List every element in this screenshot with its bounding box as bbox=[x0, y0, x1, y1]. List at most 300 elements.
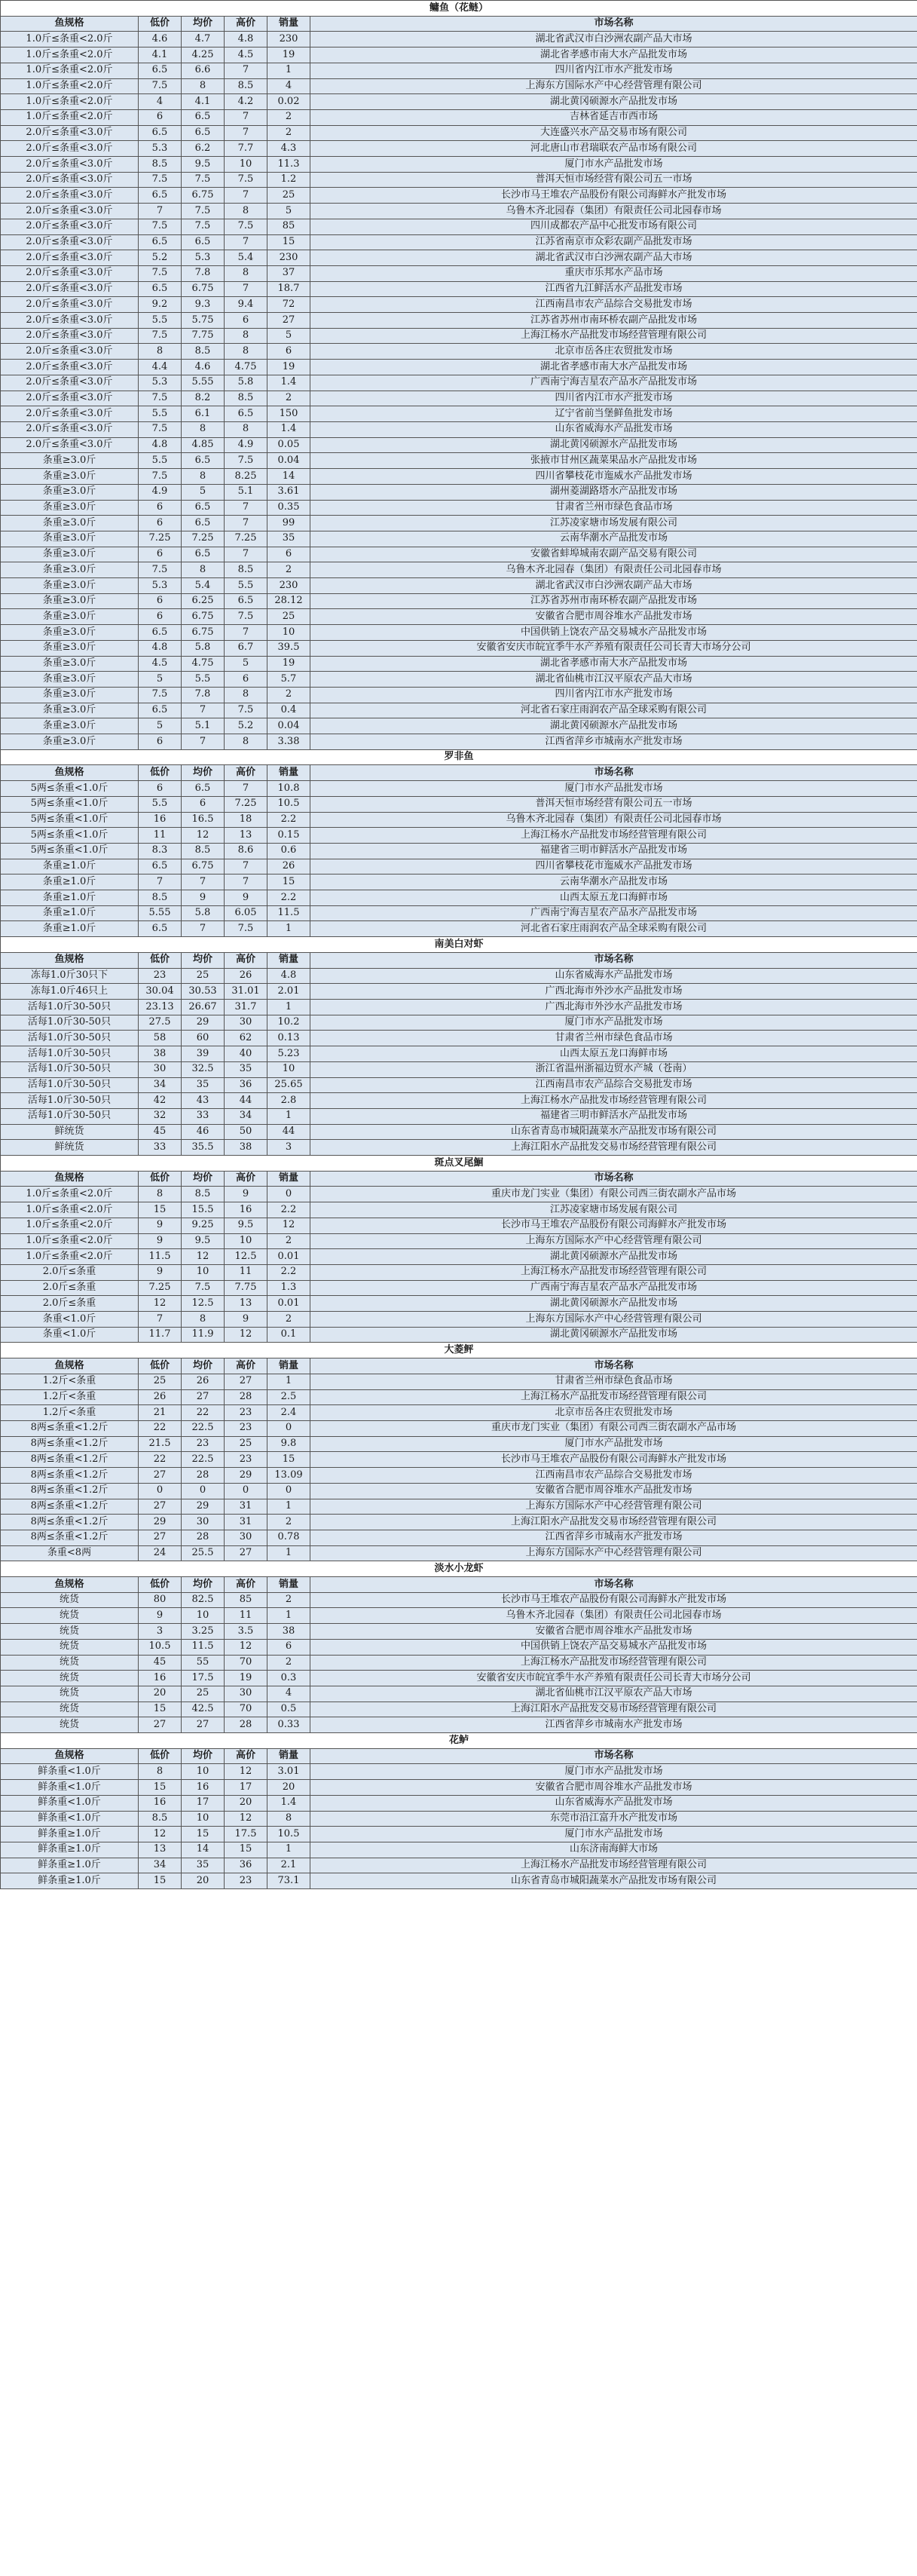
cell-spec: 1.0斤≤条重<2.0斤 bbox=[1, 47, 139, 63]
cell-volume: 26 bbox=[267, 859, 310, 874]
column-header-volume: 销量 bbox=[267, 1171, 310, 1187]
table-row bbox=[1, 1202, 917, 1218]
cell-low: 12 bbox=[139, 1296, 182, 1312]
cell-volume: 5 bbox=[267, 204, 310, 219]
cell-low: 5.5 bbox=[139, 406, 182, 422]
cell-market: 厦门市水产品批发市场 bbox=[310, 781, 917, 797]
cell-spec: 5两≤条重<1.0斤 bbox=[1, 828, 139, 844]
cell-market: 湖北黄冈硕源水产品批发市场 bbox=[310, 437, 917, 453]
cell-low: 4.8 bbox=[139, 640, 182, 656]
cell-spec: 2.0斤≤条重<3.0斤 bbox=[1, 234, 139, 250]
cell-low: 4.9 bbox=[139, 484, 182, 500]
cell-low: 5.5 bbox=[139, 796, 182, 812]
cell-avg: 43 bbox=[182, 1093, 225, 1109]
cell-avg: 6.5 bbox=[182, 500, 225, 516]
cell-market: 山东省威海水产品批发市场 bbox=[310, 968, 917, 984]
table-row bbox=[1, 531, 917, 547]
table-row bbox=[1, 125, 917, 141]
cell-low: 5.3 bbox=[139, 578, 182, 594]
column-header-spec: 鱼规格 bbox=[1, 16, 139, 32]
cell-high: 28 bbox=[225, 1717, 267, 1733]
cell-high: 13 bbox=[225, 828, 267, 844]
cell-avg: 35.5 bbox=[182, 1140, 225, 1156]
cell-low: 8 bbox=[139, 1764, 182, 1780]
cell-volume: 1 bbox=[267, 1374, 310, 1389]
cell-high: 7.5 bbox=[225, 921, 267, 937]
cell-high: 7 bbox=[225, 516, 267, 531]
cell-low: 15 bbox=[139, 1202, 182, 1218]
cell-volume: 12 bbox=[267, 1218, 310, 1233]
cell-avg: 9 bbox=[182, 890, 225, 906]
cell-market: 长沙市马王堆农产品股份有限公司海鲜水产批发市场 bbox=[310, 1452, 917, 1468]
table-row bbox=[1, 1312, 917, 1328]
table-row bbox=[1, 1031, 917, 1046]
table-row bbox=[1, 204, 917, 219]
cell-high: 44 bbox=[225, 1093, 267, 1109]
cell-volume: 18.7 bbox=[267, 281, 310, 297]
cell-spec: 条重≥1.0斤 bbox=[1, 905, 139, 921]
cell-spec: 条重≥3.0斤 bbox=[1, 578, 139, 594]
cell-market: 普洱天恒市场经营有限公司五一市场 bbox=[310, 796, 917, 812]
table-row bbox=[1, 812, 917, 828]
cell-high: 23 bbox=[225, 1405, 267, 1421]
cell-volume: 2.8 bbox=[267, 1093, 310, 1109]
cell-market: 河北省石家庄雨润农产品全球采购有限公司 bbox=[310, 703, 917, 718]
table-row bbox=[1, 1608, 917, 1624]
cell-avg: 5.3 bbox=[182, 250, 225, 266]
cell-avg: 4.7 bbox=[182, 32, 225, 47]
cell-avg: 10 bbox=[182, 1811, 225, 1827]
cell-market: 吉林省延吉市西市场 bbox=[310, 109, 917, 125]
cell-high: 5.8 bbox=[225, 375, 267, 391]
cell-low: 20 bbox=[139, 1686, 182, 1702]
cell-spec: 2.0斤≤条重<3.0斤 bbox=[1, 360, 139, 375]
cell-market: 江苏凌家塘市场发展有限公司 bbox=[310, 516, 917, 531]
cell-avg: 12 bbox=[182, 828, 225, 844]
cell-volume: 6 bbox=[267, 1639, 310, 1655]
cell-avg: 3.25 bbox=[182, 1624, 225, 1640]
cell-market: 长沙市马王堆农产品股份有限公司海鲜水产批发市场 bbox=[310, 1218, 917, 1233]
cell-volume: 4 bbox=[267, 1686, 310, 1702]
cell-avg: 16 bbox=[182, 1780, 225, 1796]
cell-volume: 72 bbox=[267, 297, 310, 313]
cell-spec: 1.0斤≤条重<2.0斤 bbox=[1, 63, 139, 78]
cell-spec: 8两≤条重<1.2斤 bbox=[1, 1468, 139, 1484]
column-header-avg: 均价 bbox=[182, 765, 225, 781]
cell-volume: 28.12 bbox=[267, 593, 310, 609]
cell-volume: 20 bbox=[267, 1780, 310, 1796]
cell-avg: 7.75 bbox=[182, 328, 225, 344]
cell-spec: 2.0斤≤条重<3.0斤 bbox=[1, 157, 139, 173]
cell-high: 7.5 bbox=[225, 219, 267, 234]
cell-low: 6 bbox=[139, 516, 182, 531]
cell-high: 20 bbox=[225, 1795, 267, 1811]
cell-volume: 11.3 bbox=[267, 157, 310, 173]
table-row bbox=[1, 109, 917, 125]
table-row bbox=[1, 1468, 917, 1484]
cell-high: 5.4 bbox=[225, 250, 267, 266]
cell-market: 上海江阳水产品批发交易市场经营管理有限公司 bbox=[310, 1515, 917, 1530]
table-row bbox=[1, 1000, 917, 1015]
table-row bbox=[1, 1811, 917, 1827]
table-row bbox=[1, 734, 917, 750]
cell-market: 安徽省合肥市周谷堆水产品批发市场 bbox=[310, 1624, 917, 1640]
table-row bbox=[1, 1046, 917, 1062]
cell-low: 8.3 bbox=[139, 843, 182, 859]
cell-market: 山东省青岛市城阳蔬菜水产品批发市场有限公司 bbox=[310, 1124, 917, 1140]
cell-volume: 0.78 bbox=[267, 1530, 310, 1545]
cell-high: 31 bbox=[225, 1499, 267, 1515]
cell-avg: 39 bbox=[182, 1046, 225, 1062]
cell-spec: 1.0斤≤条重<2.0斤 bbox=[1, 94, 139, 110]
cell-market: 河北唐山市君瑞联农产品市场有限公司 bbox=[310, 141, 917, 157]
cell-market: 厦门市水产品批发市场 bbox=[310, 1827, 917, 1842]
cell-low: 6 bbox=[139, 734, 182, 750]
column-header-volume: 销量 bbox=[267, 765, 310, 781]
cell-avg: 7 bbox=[182, 921, 225, 937]
cell-volume: 2.2 bbox=[267, 1264, 310, 1280]
cell-avg: 4.25 bbox=[182, 47, 225, 63]
cell-market: 河北省石家庄雨润农产品全球采购有限公司 bbox=[310, 921, 917, 937]
table-row bbox=[1, 1873, 917, 1889]
table-row bbox=[1, 437, 917, 453]
cell-market: 乌鲁木齐北园春（集团）有限责任公司北园春市场 bbox=[310, 812, 917, 828]
column-header-market: 市场名称 bbox=[310, 765, 917, 781]
cell-volume: 1 bbox=[267, 1608, 310, 1624]
cell-volume: 1 bbox=[267, 1545, 310, 1561]
cell-high: 23 bbox=[225, 1452, 267, 1468]
cell-high: 34 bbox=[225, 1108, 267, 1124]
cell-high: 7.25 bbox=[225, 531, 267, 547]
cell-high: 12 bbox=[225, 1764, 267, 1780]
table-row bbox=[1, 687, 917, 703]
cell-high: 7.25 bbox=[225, 796, 267, 812]
cell-high: 11 bbox=[225, 1264, 267, 1280]
cell-low: 6.5 bbox=[139, 125, 182, 141]
cell-avg: 6.2 bbox=[182, 141, 225, 157]
cell-avg: 27 bbox=[182, 1717, 225, 1733]
cell-volume: 2 bbox=[267, 125, 310, 141]
cell-avg: 33 bbox=[182, 1108, 225, 1124]
section-title-row bbox=[1, 1343, 917, 1358]
cell-low: 32 bbox=[139, 1108, 182, 1124]
cell-high: 7 bbox=[225, 281, 267, 297]
cell-volume: 2.2 bbox=[267, 1202, 310, 1218]
cell-low: 11.7 bbox=[139, 1327, 182, 1343]
cell-low: 23.13 bbox=[139, 1000, 182, 1015]
cell-market: 湖北黄冈硕源水产品批发市场 bbox=[310, 1296, 917, 1312]
cell-avg: 35 bbox=[182, 1858, 225, 1873]
cell-spec: 统货 bbox=[1, 1608, 139, 1624]
cell-market: 安徽省蚌埠城南农副产品交易有限公司 bbox=[310, 547, 917, 562]
cell-spec: 条重≥1.0斤 bbox=[1, 874, 139, 890]
table-row bbox=[1, 63, 917, 78]
cell-avg: 12 bbox=[182, 1249, 225, 1265]
cell-volume: 37 bbox=[267, 265, 310, 281]
cell-low: 7.5 bbox=[139, 469, 182, 485]
section-title-row bbox=[1, 937, 917, 953]
table-row bbox=[1, 421, 917, 437]
cell-volume: 1.3 bbox=[267, 1280, 310, 1296]
cell-market: 江西省九江鲜活水产品批发市场 bbox=[310, 281, 917, 297]
cell-volume: 230 bbox=[267, 578, 310, 594]
cell-volume: 10.8 bbox=[267, 781, 310, 797]
table-row bbox=[1, 234, 917, 250]
table-row bbox=[1, 718, 917, 734]
cell-spec: 2.0斤≤条重<3.0斤 bbox=[1, 265, 139, 281]
cell-avg: 4.1 bbox=[182, 94, 225, 110]
cell-market: 湖北省孝感市南大水产品批发市场 bbox=[310, 656, 917, 672]
cell-avg: 26 bbox=[182, 1374, 225, 1389]
cell-volume: 11.5 bbox=[267, 905, 310, 921]
column-header-market: 市场名称 bbox=[310, 952, 917, 968]
cell-high: 6.5 bbox=[225, 406, 267, 422]
cell-market: 上海江阳水产品批发交易市场经营管理有限公司 bbox=[310, 1140, 917, 1156]
cell-high: 9 bbox=[225, 1187, 267, 1202]
cell-volume: 2 bbox=[267, 109, 310, 125]
cell-avg: 30.53 bbox=[182, 984, 225, 1000]
cell-spec: 统货 bbox=[1, 1624, 139, 1640]
cell-spec: 1.0斤≤条重<2.0斤 bbox=[1, 1233, 139, 1249]
cell-volume: 1 bbox=[267, 1108, 310, 1124]
cell-market: 四川省内江市水产批发市场 bbox=[310, 63, 917, 78]
cell-market: 江苏省苏州市南环桥农副产品批发市场 bbox=[310, 313, 917, 329]
cell-spec: 1.0斤≤条重<2.0斤 bbox=[1, 1218, 139, 1233]
cell-high: 62 bbox=[225, 1031, 267, 1046]
cell-avg: 7 bbox=[182, 874, 225, 890]
table-row bbox=[1, 1093, 917, 1109]
cell-avg: 7.8 bbox=[182, 265, 225, 281]
table-row bbox=[1, 843, 917, 859]
cell-low: 6.5 bbox=[139, 234, 182, 250]
cell-high: 13 bbox=[225, 1296, 267, 1312]
cell-spec: 活每1.0斤30-50只 bbox=[1, 1077, 139, 1093]
table-row bbox=[1, 484, 917, 500]
cell-spec: 活每1.0斤30-50只 bbox=[1, 1015, 139, 1031]
cell-market: 四川省内江市水产批发市场 bbox=[310, 391, 917, 406]
table-row bbox=[1, 78, 917, 94]
cell-volume: 0.04 bbox=[267, 718, 310, 734]
cell-volume: 1 bbox=[267, 63, 310, 78]
table-row bbox=[1, 1686, 917, 1702]
cell-volume: 38 bbox=[267, 1624, 310, 1640]
cell-spec: 5两≤条重<1.0斤 bbox=[1, 781, 139, 797]
cell-spec: 2.0斤≤条重<3.0斤 bbox=[1, 406, 139, 422]
cell-high: 70 bbox=[225, 1655, 267, 1671]
cell-spec: 条重≥3.0斤 bbox=[1, 500, 139, 516]
column-header-volume: 销量 bbox=[267, 1577, 310, 1593]
cell-low: 34 bbox=[139, 1858, 182, 1873]
cell-volume: 25 bbox=[267, 188, 310, 204]
cell-spec: 2.0斤≤条重<3.0斤 bbox=[1, 313, 139, 329]
cell-market: 江苏凌家塘市场发展有限公司 bbox=[310, 1202, 917, 1218]
cell-avg: 10 bbox=[182, 1264, 225, 1280]
cell-high: 7 bbox=[225, 234, 267, 250]
table-row bbox=[1, 828, 917, 844]
cell-low: 16 bbox=[139, 1795, 182, 1811]
cell-low: 45 bbox=[139, 1655, 182, 1671]
cell-high: 23 bbox=[225, 1420, 267, 1436]
column-header-spec: 鱼规格 bbox=[1, 1577, 139, 1593]
cell-low: 34 bbox=[139, 1077, 182, 1093]
cell-volume: 13.09 bbox=[267, 1468, 310, 1484]
column-header-row bbox=[1, 952, 917, 968]
table-row bbox=[1, 672, 917, 688]
cell-low: 15 bbox=[139, 1702, 182, 1717]
section-title-row bbox=[1, 1, 917, 17]
cell-avg: 6.5 bbox=[182, 516, 225, 531]
column-header-high: 高价 bbox=[225, 952, 267, 968]
cell-spec: 条重<8两 bbox=[1, 1545, 139, 1561]
cell-low: 5.3 bbox=[139, 141, 182, 157]
cell-volume: 2 bbox=[267, 1233, 310, 1249]
cell-avg: 4.6 bbox=[182, 360, 225, 375]
cell-spec: 条重≥3.0斤 bbox=[1, 656, 139, 672]
cell-high: 40 bbox=[225, 1046, 267, 1062]
cell-avg: 5.5 bbox=[182, 672, 225, 688]
cell-spec: 8两≤条重<1.2斤 bbox=[1, 1515, 139, 1530]
cell-avg: 55 bbox=[182, 1655, 225, 1671]
cell-spec: 2.0斤≤条重<3.0斤 bbox=[1, 391, 139, 406]
section-title: 斑点叉尾鮰 bbox=[1, 1156, 917, 1172]
cell-high: 29 bbox=[225, 1468, 267, 1484]
cell-avg: 46 bbox=[182, 1124, 225, 1140]
cell-volume: 0.05 bbox=[267, 437, 310, 453]
cell-high: 4.5 bbox=[225, 47, 267, 63]
cell-spec: 2.0斤≤条重<3.0斤 bbox=[1, 297, 139, 313]
table-row bbox=[1, 1530, 917, 1545]
cell-market: 上海东方国际水产中心经营管理有限公司 bbox=[310, 1499, 917, 1515]
cell-volume: 0.3 bbox=[267, 1671, 310, 1686]
cell-high: 17.5 bbox=[225, 1827, 267, 1842]
cell-market: 中国供销上饶农产品交易城水产品批发市场 bbox=[310, 625, 917, 641]
cell-volume: 14 bbox=[267, 469, 310, 485]
cell-high: 12.5 bbox=[225, 1249, 267, 1265]
table-row bbox=[1, 328, 917, 344]
cell-avg: 8 bbox=[182, 78, 225, 94]
cell-spec: 鲜统货 bbox=[1, 1140, 139, 1156]
cell-market: 四川省攀枝花市迤威水产品批发市场 bbox=[310, 859, 917, 874]
cell-avg: 4.85 bbox=[182, 437, 225, 453]
cell-high: 7 bbox=[225, 125, 267, 141]
cell-low: 12 bbox=[139, 1827, 182, 1842]
cell-market: 广西北海市外沙水产品批发市场 bbox=[310, 1000, 917, 1015]
cell-low: 6 bbox=[139, 500, 182, 516]
cell-high: 31.7 bbox=[225, 1000, 267, 1015]
table-row bbox=[1, 1671, 917, 1686]
cell-low: 21.5 bbox=[139, 1436, 182, 1452]
cell-high: 6 bbox=[225, 672, 267, 688]
cell-low: 4.6 bbox=[139, 32, 182, 47]
cell-high: 10 bbox=[225, 157, 267, 173]
cell-low: 30.04 bbox=[139, 984, 182, 1000]
cell-low: 5.55 bbox=[139, 905, 182, 921]
table-row bbox=[1, 188, 917, 204]
cell-volume: 19 bbox=[267, 656, 310, 672]
cell-high: 4.2 bbox=[225, 94, 267, 110]
column-header-low: 低价 bbox=[139, 765, 182, 781]
cell-high: 70 bbox=[225, 1702, 267, 1717]
cell-low: 7.25 bbox=[139, 1280, 182, 1296]
cell-low: 4.8 bbox=[139, 437, 182, 453]
cell-spec: 条重≥3.0斤 bbox=[1, 469, 139, 485]
table-row bbox=[1, 1764, 917, 1780]
column-header-high: 高价 bbox=[225, 1358, 267, 1374]
cell-avg: 29 bbox=[182, 1499, 225, 1515]
cell-volume: 99 bbox=[267, 516, 310, 531]
cell-market: 厦门市水产品批发市场 bbox=[310, 1764, 917, 1780]
cell-market: 上海江阳水产品批发交易市场经营管理有限公司 bbox=[310, 1702, 917, 1717]
cell-spec: 1.2斤<条重 bbox=[1, 1405, 139, 1421]
cell-market: 上海江杨水产品批发市场经营管理有限公司 bbox=[310, 1264, 917, 1280]
cell-volume: 15 bbox=[267, 234, 310, 250]
cell-volume: 1 bbox=[267, 921, 310, 937]
cell-high: 85 bbox=[225, 1592, 267, 1608]
cell-volume: 2 bbox=[267, 1592, 310, 1608]
cell-low: 4.1 bbox=[139, 47, 182, 63]
cell-spec: 活每1.0斤30-50只 bbox=[1, 1108, 139, 1124]
cell-volume: 0 bbox=[267, 1187, 310, 1202]
cell-volume: 0.13 bbox=[267, 1031, 310, 1046]
cell-low: 22 bbox=[139, 1452, 182, 1468]
table-row bbox=[1, 1827, 917, 1842]
cell-low: 24 bbox=[139, 1545, 182, 1561]
cell-market: 安徽省安庆市皖宜季牛水产养殖有限责任公司长青大市场分公司 bbox=[310, 640, 917, 656]
cell-avg: 10 bbox=[182, 1608, 225, 1624]
cell-low: 3 bbox=[139, 1624, 182, 1640]
cell-avg: 25.5 bbox=[182, 1545, 225, 1561]
cell-low: 7.5 bbox=[139, 391, 182, 406]
cell-volume: 2.2 bbox=[267, 812, 310, 828]
cell-market: 云南华潮水产品批发市场 bbox=[310, 874, 917, 890]
section-title-row bbox=[1, 1561, 917, 1577]
cell-low: 5.3 bbox=[139, 375, 182, 391]
cell-high: 8 bbox=[225, 734, 267, 750]
cell-volume: 25 bbox=[267, 609, 310, 625]
cell-spec: 2.0斤≤条重<3.0斤 bbox=[1, 375, 139, 391]
cell-spec: 统货 bbox=[1, 1702, 139, 1717]
cell-low: 6.5 bbox=[139, 703, 182, 718]
cell-volume: 10.5 bbox=[267, 796, 310, 812]
cell-volume: 19 bbox=[267, 47, 310, 63]
cell-spec: 冻每1.0斤30只下 bbox=[1, 968, 139, 984]
cell-low: 5 bbox=[139, 718, 182, 734]
cell-low: 45 bbox=[139, 1124, 182, 1140]
cell-volume: 4.8 bbox=[267, 968, 310, 984]
cell-high: 5.1 bbox=[225, 484, 267, 500]
cell-volume: 4 bbox=[267, 78, 310, 94]
cell-volume: 0.35 bbox=[267, 500, 310, 516]
cell-volume: 6 bbox=[267, 344, 310, 360]
cell-avg: 14 bbox=[182, 1842, 225, 1858]
table-row bbox=[1, 874, 917, 890]
cell-avg: 7.5 bbox=[182, 204, 225, 219]
table-row bbox=[1, 562, 917, 578]
cell-high: 30 bbox=[225, 1686, 267, 1702]
cell-avg: 12.5 bbox=[182, 1296, 225, 1312]
table-row bbox=[1, 32, 917, 47]
cell-volume: 1.4 bbox=[267, 1795, 310, 1811]
cell-spec: 条重≥3.0斤 bbox=[1, 703, 139, 718]
cell-market: 安徽省合肥市周谷堆水产品批发市场 bbox=[310, 1780, 917, 1796]
cell-spec: 2.0斤≤条重<3.0斤 bbox=[1, 328, 139, 344]
column-header-row bbox=[1, 1748, 917, 1764]
cell-volume: 0.04 bbox=[267, 453, 310, 469]
cell-avg: 30 bbox=[182, 1515, 225, 1530]
cell-volume: 2.01 bbox=[267, 984, 310, 1000]
table-row bbox=[1, 984, 917, 1000]
cell-market: 乌鲁木齐北园春（集团）有限责任公司北园春市场 bbox=[310, 562, 917, 578]
